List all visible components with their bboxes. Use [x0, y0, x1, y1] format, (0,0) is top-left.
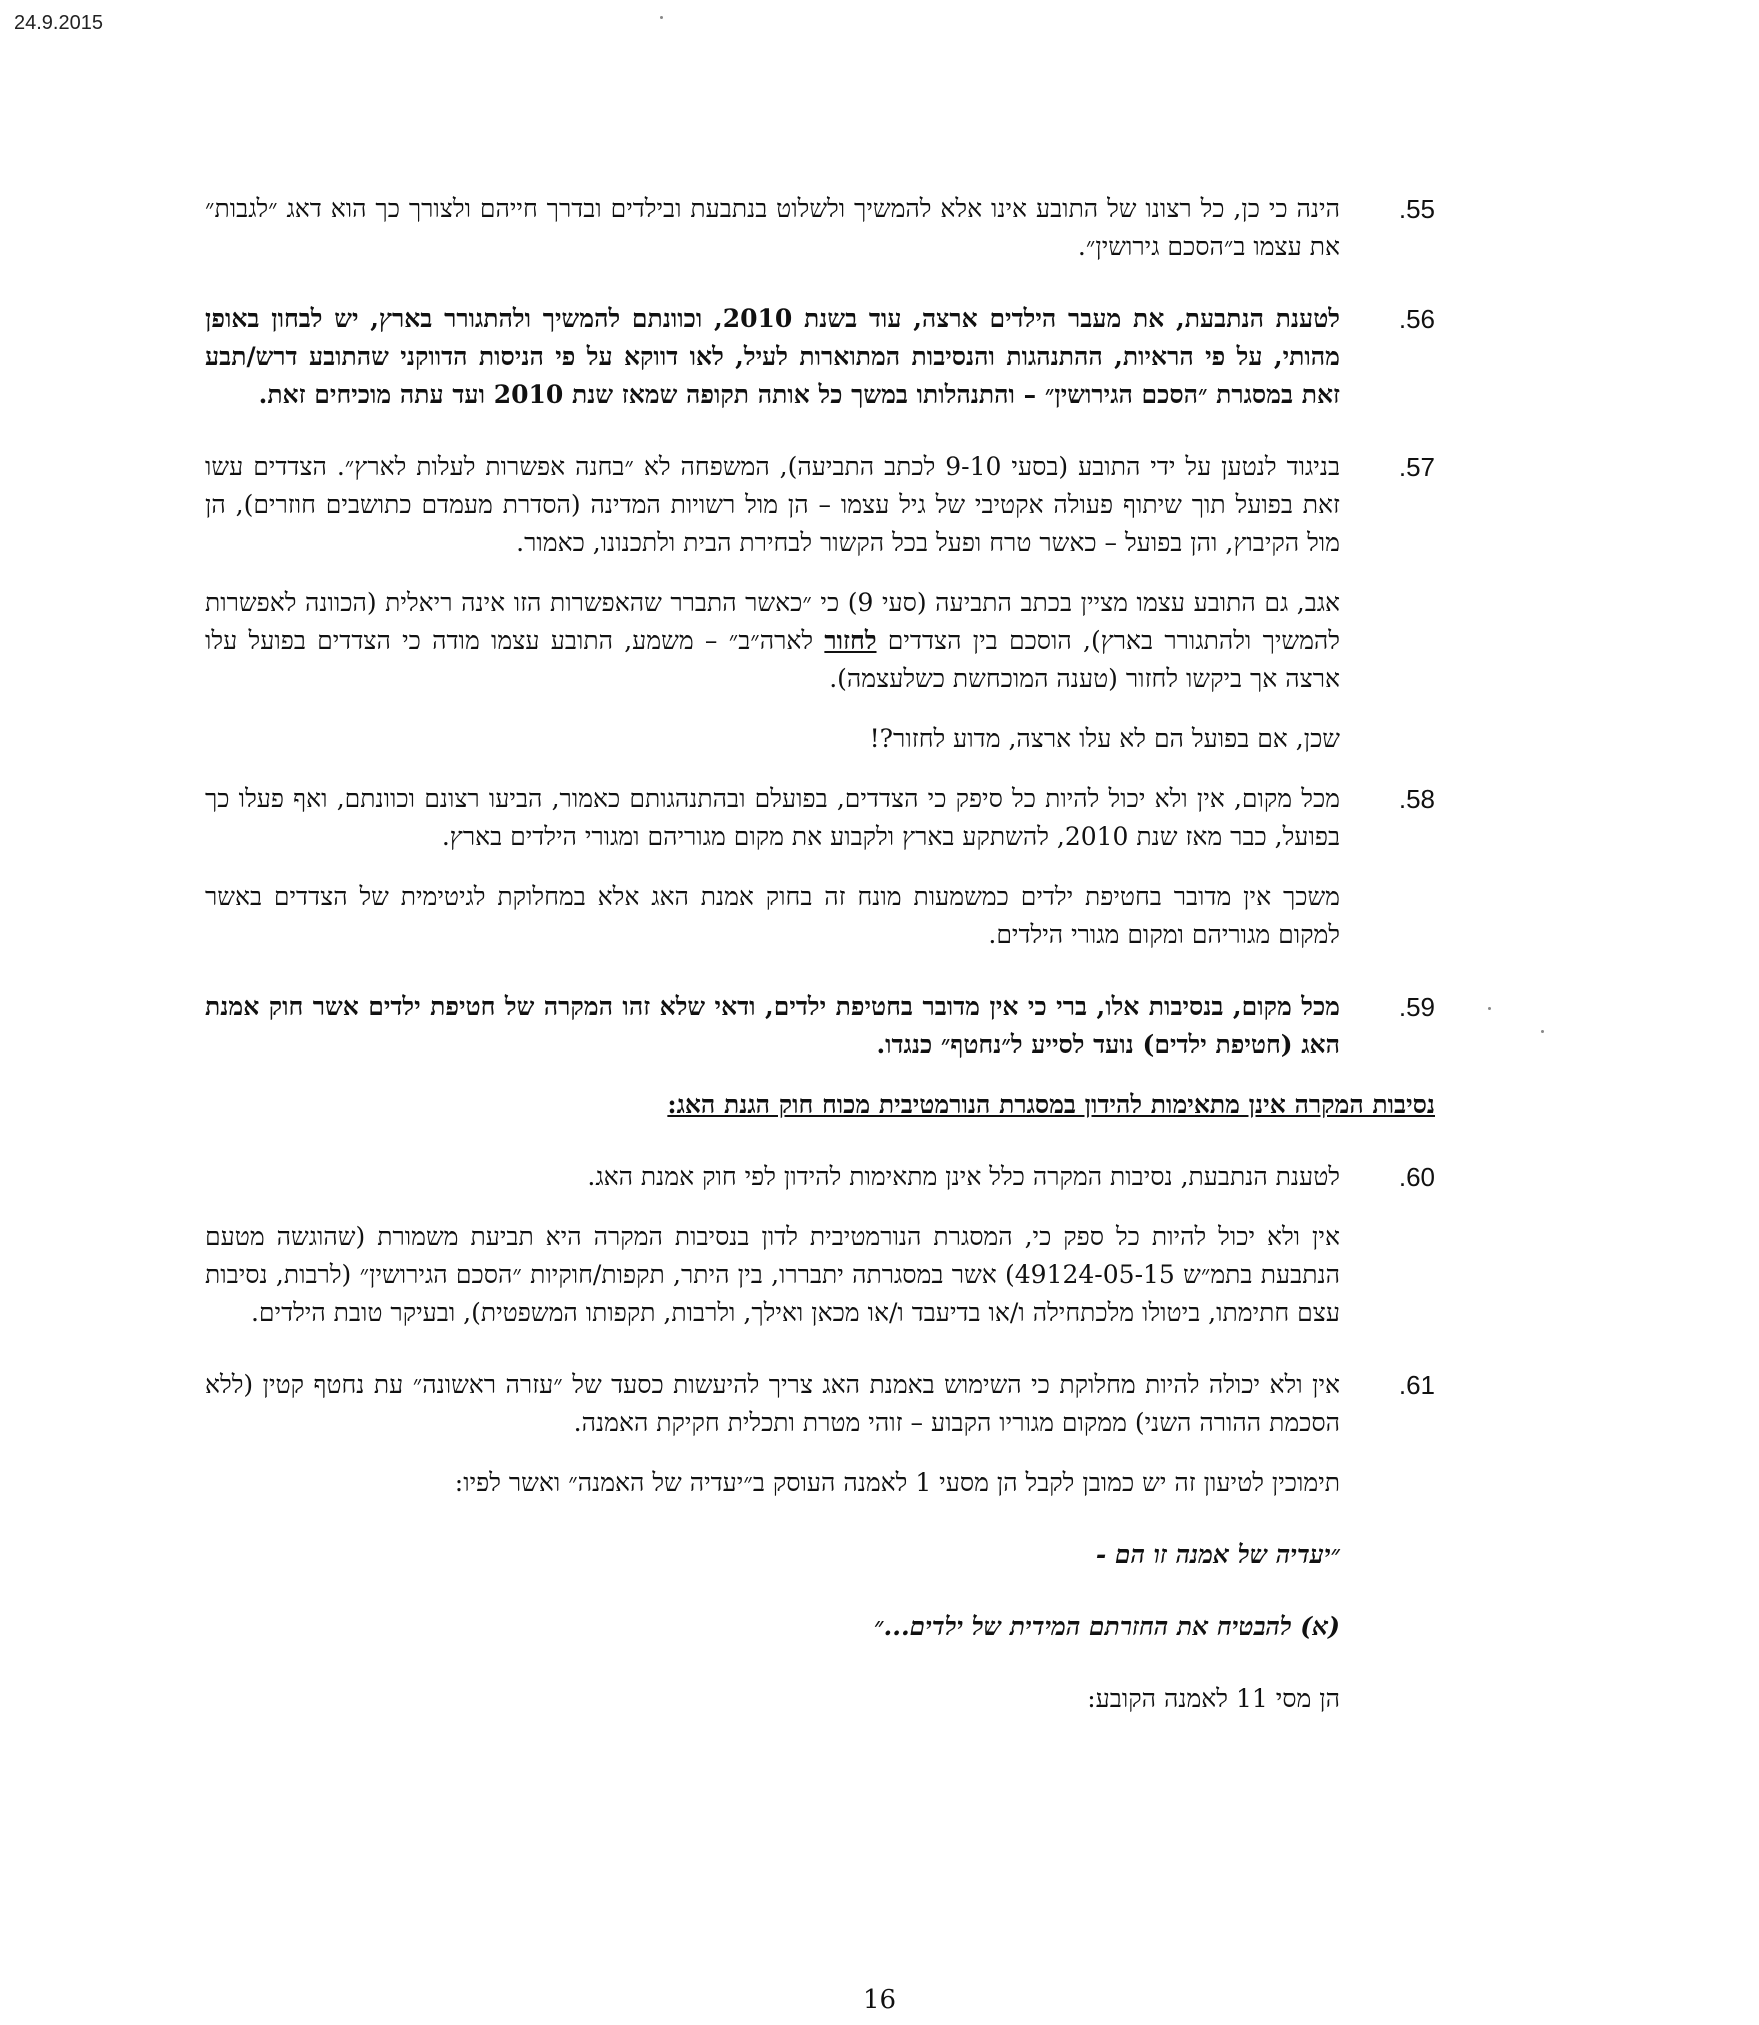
scan-speck [1488, 1007, 1491, 1010]
paragraph-number: .60 [1398, 1162, 1435, 1192]
paragraph-text: אין ולא יכולה להיות מחלוקת כי השימוש באמנת האג צריך להיעשות כסעד של ״עזרה ראשונה״ עת נחטף קטין (ללא הסכמת ההורה השני) ממקום מגוריו הקבוע – זוהי מטרת ותכלית חקיקת האמנה. [205, 1370, 1340, 1437]
paragraph-number: .61 [1398, 1370, 1435, 1400]
paragraph-61 [205, 1366, 1435, 1442]
paragraph-55 [205, 190, 1435, 266]
scan-speck [660, 16, 663, 19]
paragraph-text: לטענת הנתבעת, נסיבות המקרה כלל אינן מתאימות להידון לפי חוק אמנת האג. [587, 1162, 1340, 1191]
paragraph-61-closing: הן מסי 11 לאמנה הקובע: [1087, 1684, 1340, 1713]
paragraph-text-part: לארה״ב״ – משמע, התובע עצמו מודה כי הצדדים בפועל עלו ארצה אך ביקשו לחזור (טענה המוכחשת כשלעצמה). [205, 626, 1340, 693]
paragraph-text: מכל מקום, אין ולא יכול להיות כל סיפק כי הצדדים, בפועלם ובהתנהגותם כאמור, הביעו רצונם וכוונתם, ואף פעלו כך בפועל, כבר מאז שנת 2010, להשתקע בארץ ולקבוע את מקום מגוריהם ומגורי הילדים בארץ. [205, 784, 1340, 851]
section-heading: נסיבות המקרה אינן מתאימות להידון במסגרת הנורמטיבית מכוח חוק הגנת האג: [667, 1090, 1435, 1119]
paragraph-text: לטענת הנתבעת, את מעבר הילדים ארצה, עוד בשנת 2010, וכוונתם להמשיך ולהתגורר בארץ, יש לבחון באופן מהותי, על פי הראיות, ההתנהגות והנסיבות המתוארות לעיל, לאו דווקא על פי הניסות הדווקני שהתובע דרש/תבע זאת במסגרת ״הסכם הגירושין״ – והתנהלותו במשך כל אותה תקופה שמאז שנת 2010 ועד עתה מוכיחים זאת. [205, 304, 1340, 409]
paragraph-number: .56 [1398, 304, 1435, 334]
scan-speck [1541, 1030, 1544, 1033]
paragraph-57-continuation [205, 584, 1340, 698]
paragraph-text: הינה כי כן, כל רצונו של התובע אינו אלא להמשיך ולשלוט בנתבעת ובילדים ובדרך חייהם ולצורך כך הוא דאג ״לגבות״ את עצמו ב״הסכם גירושין״. [205, 194, 1340, 261]
page-number: 16 [862, 1985, 897, 2015]
date-stamp: 24.9.2015 [14, 12, 103, 34]
document-body [205, 190, 1435, 1718]
paragraph-number: .57 [1398, 452, 1435, 482]
paragraph-number: .55 [1398, 194, 1435, 224]
paragraph-58 [205, 780, 1435, 856]
quote-line: (א) להבטיח את החזרתם המידית של ילדים...״ [874, 1612, 1340, 1641]
paragraph-number: .59 [1398, 992, 1435, 1022]
paragraph-60 [205, 1158, 1435, 1196]
paragraph-60-continuation: אין ולא יכול להיות כל ספק כי, המסגרת הנורמטיבית לדון בנסיבות המקרה היא תביעת משמורת (שהוגשה מטעם הנתבעת בתמ״ש 49124-05-15) אשר במסגרתה יתבררו, בין היתר, תקפות/חוקיות ״הסכם הגירושין״ (לרבות, נסיבות עצם חתימתו, ביטולו מלכתחילה ו/או בדיעבד ו/או מכאן ואילך, ולרבות, תקפותו המשפטית), ובעיקר טובת הילדים. [205, 1222, 1340, 1327]
paragraph-text: בניגוד לנטען על ידי התובע (בסעי 9-10 לכתב התביעה), המשפחה לא ״בחנה אפשרות לעלות לארץ״. הצדדים עשו זאת בפועל תוך שיתוף פעולה אקטיבי של גיל עצמו – הן מול רשויות המדינה (הסדרת מעמדם כתושבים חוזרים), הן מול הקיבוץ, והן בפועל – כאשר טרח ופעל בכל הקשור לבחירת הבית ולתכנונו, כאמור. [205, 452, 1340, 557]
paragraph-text-part: אגב, גם התובע עצמו מציין בכתב התביעה (סעי 9) כי ״כאשר התברר שהאפשרות הזו אינה ריאלית (הכוונה לאפשרות להמשיך ולהתגורר בארץ), הוסכם בין הצדדים [205, 588, 1340, 655]
paragraph-text: מכל מקום, בנסיבות אלו, ברי כי אין מדובר בחטיפת ילדים, ודאי שלא זהו המקרה של חטיפת ילדים אשר חוק אמנת האג (חטיפת ילדים) נועד לסייע ל״נחטף״ כנגדו. [205, 992, 1340, 1059]
paragraph-58-continuation: משכך אין מדובר בחטיפת ילדים כמשמעות מונח זה בחוק אמנת האג אלא במחלוקת לגיטימית של הצדדים באשר למקום מגוריהם ומקום מגורי הילדים. [205, 882, 1340, 949]
paragraph-57 [205, 448, 1435, 562]
underlined-word: לחזור [824, 626, 877, 655]
paragraph-number: .58 [1398, 784, 1435, 814]
paragraph-57-question: שכן, אם בפועל הם לא עלו ארצה, מדוע לחזור?! [869, 724, 1340, 753]
quote-line: ״יעדיה של אמנה זו הם - [1095, 1540, 1340, 1569]
paragraph-61-continuation: תימוכין לטיעון זה יש כמובן לקבל הן מסעי 1 לאמנה העוסק ב״יעדיה של האמנה״ ואשר לפיו: [454, 1468, 1340, 1497]
paragraph-59 [205, 988, 1435, 1064]
paragraph-56 [205, 300, 1435, 414]
